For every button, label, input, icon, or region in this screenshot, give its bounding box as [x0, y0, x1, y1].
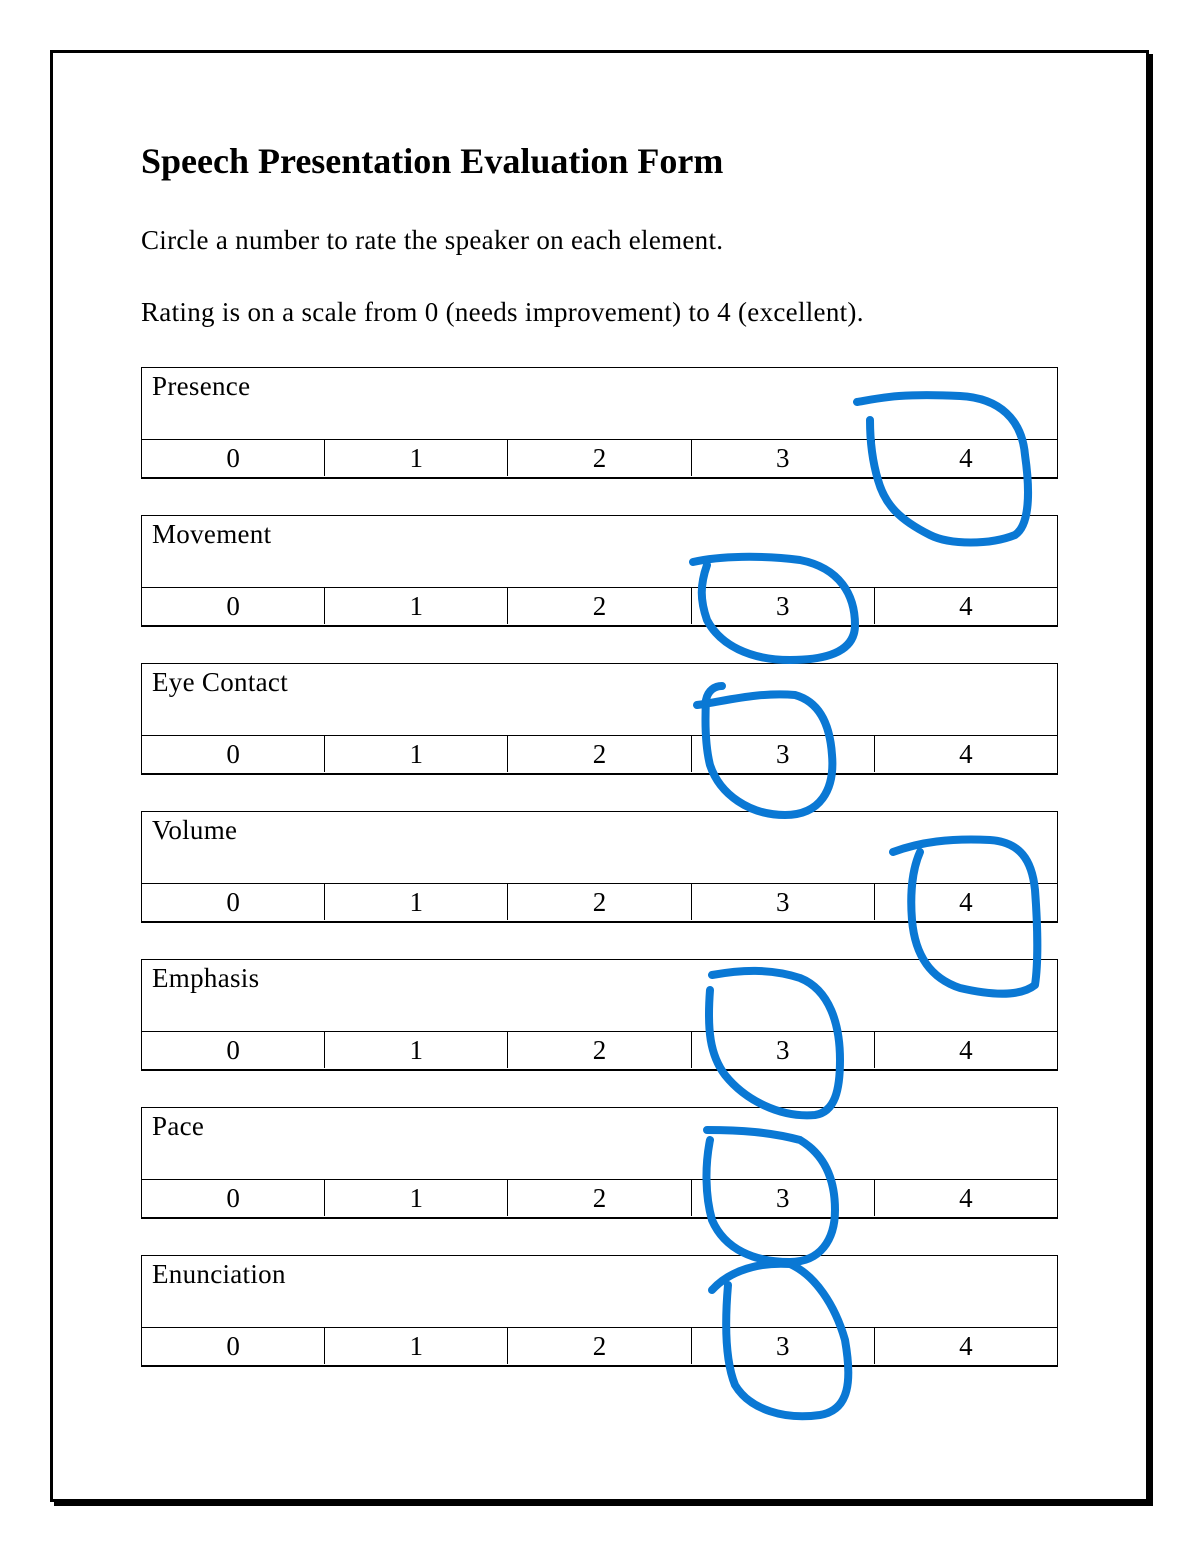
criterion-pace: [141, 1107, 1058, 1219]
criterion-volume: [141, 811, 1058, 923]
criterion-label: Emphasis: [142, 960, 1057, 1032]
rating-scale: [142, 588, 1057, 624]
criterion-presence: [141, 367, 1058, 479]
rating-option-4[interactable]: 4: [959, 887, 973, 917]
rating-option-1[interactable]: 1: [325, 1180, 508, 1216]
rating-option-4[interactable]: 4: [959, 739, 973, 769]
scale-note-text: Rating is on a scale from 0 (needs improvement) to 4 (excellent).: [141, 297, 864, 327]
rating-option-2[interactable]: 2: [508, 588, 691, 624]
criterion-label: Eye Contact: [142, 664, 1057, 736]
rating-scale: [142, 440, 1057, 476]
rating-option-1[interactable]: 1: [325, 588, 508, 624]
rating-option-2[interactable]: 2: [508, 1180, 691, 1216]
criteria-list: [141, 367, 1058, 1403]
criterion-emphasis: [141, 959, 1058, 1071]
rating-option-4[interactable]: 4: [959, 1183, 973, 1213]
rating-option-3[interactable]: 3: [692, 588, 875, 624]
rating-option-4[interactable]: 4: [959, 443, 973, 473]
rating-option-0[interactable]: 0: [142, 736, 325, 772]
rating-option-0[interactable]: 0: [142, 1180, 325, 1216]
rating-option-1[interactable]: 1: [325, 736, 508, 772]
rating-option-4[interactable]: 4: [959, 591, 973, 621]
criterion-label: Enunciation: [142, 1256, 1057, 1328]
rating-option-0[interactable]: 0: [142, 588, 325, 624]
rating-option-3[interactable]: 3: [692, 1032, 875, 1068]
rating-option-4[interactable]: 4: [959, 1035, 973, 1065]
criterion-eye-contact: [141, 663, 1058, 775]
rating-option-2[interactable]: 2: [508, 1032, 691, 1068]
rating-scale: [142, 1328, 1057, 1364]
rating-option-2[interactable]: 2: [508, 440, 691, 476]
criterion-label: Presence: [142, 368, 1057, 440]
rating-option-4[interactable]: 4: [959, 1331, 973, 1361]
rating-option-3[interactable]: 3: [692, 884, 875, 920]
rating-option-1[interactable]: 1: [325, 440, 508, 476]
rating-option-3[interactable]: 3: [692, 736, 875, 772]
instruction-text: Circle a number to rate the speaker on each element.: [141, 225, 724, 255]
criterion-enunciation: [141, 1255, 1058, 1367]
rating-option-0[interactable]: 0: [142, 1328, 325, 1364]
criterion-label: Movement: [142, 516, 1057, 588]
rating-option-3[interactable]: 3: [692, 1180, 875, 1216]
form-title: Speech Presentation Evaluation Form: [141, 141, 724, 181]
rating-option-2[interactable]: 2: [508, 884, 691, 920]
rating-option-1[interactable]: 1: [325, 884, 508, 920]
rating-option-0[interactable]: 0: [142, 440, 325, 476]
rating-option-0[interactable]: 0: [142, 884, 325, 920]
rating-scale: [142, 1032, 1057, 1068]
rating-option-2[interactable]: 2: [508, 736, 691, 772]
rating-option-0[interactable]: 0: [142, 1032, 325, 1068]
rating-option-3[interactable]: 3: [692, 440, 875, 476]
criterion-movement: [141, 515, 1058, 627]
rating-option-1[interactable]: 1: [325, 1032, 508, 1068]
rating-scale: [142, 884, 1057, 920]
rating-option-3[interactable]: 3: [692, 1328, 875, 1364]
rating-scale: [142, 1180, 1057, 1216]
criterion-label: Volume: [142, 812, 1057, 884]
rating-option-2[interactable]: 2: [508, 1328, 691, 1364]
rating-option-1[interactable]: 1: [325, 1328, 508, 1364]
criterion-label: Pace: [142, 1108, 1057, 1180]
rating-scale: [142, 736, 1057, 772]
